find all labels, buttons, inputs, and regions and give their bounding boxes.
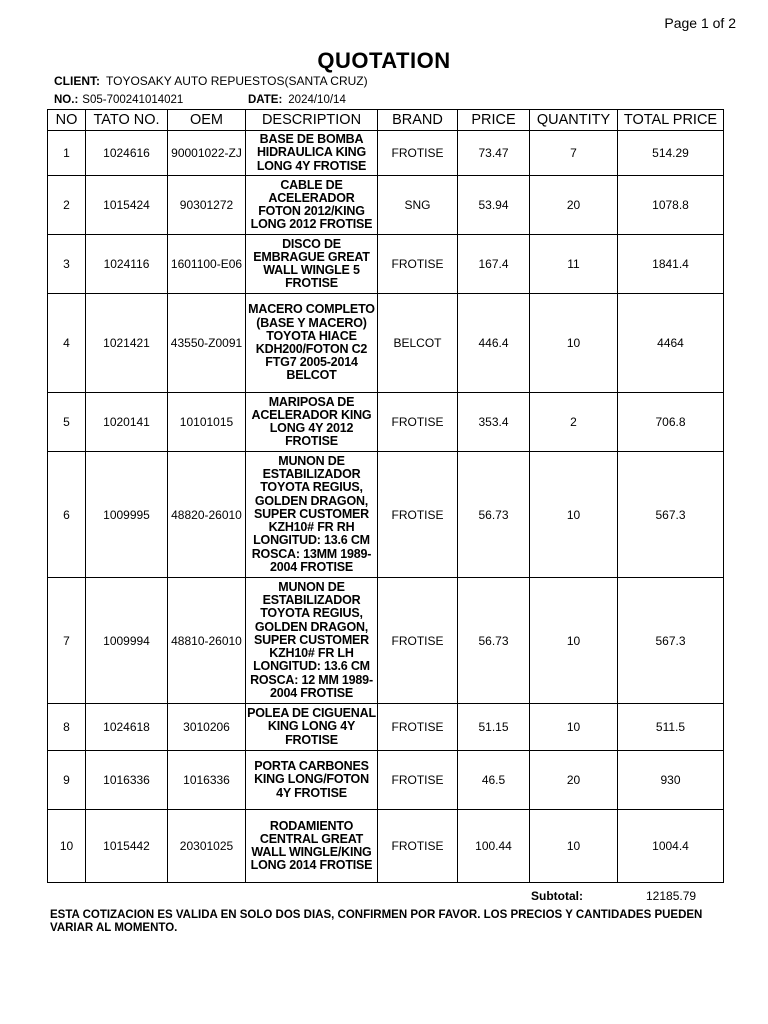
cell-brand: FROTISE	[378, 452, 458, 578]
cell-brand: SNG	[378, 176, 458, 235]
header-tato-no: TATO NO.	[86, 110, 168, 131]
cell-total-price: 1841.4	[618, 235, 724, 294]
cell-total-price: 706.8	[618, 393, 724, 452]
cell-brand: BELCOT	[378, 294, 458, 393]
header-oem: OEM	[168, 110, 246, 131]
cell-description: PORTA CARBONES KING LONG/FOTON 4Y FROTISE	[246, 751, 378, 810]
cell-quantity: 2	[530, 393, 618, 452]
cell-brand: FROTISE	[378, 751, 458, 810]
cell-oem: 48820-26010	[168, 452, 246, 578]
cell-tato-no: 1009994	[86, 578, 168, 704]
header-description: DESCRIPTION	[246, 110, 378, 131]
cell-price: 167.4	[458, 235, 530, 294]
cell-description: MARIPOSA DE ACELERADOR KING LONG 4Y 2012 FROTISE	[246, 393, 378, 452]
cell-total-price: 4464	[618, 294, 724, 393]
cell-no: 5	[48, 393, 86, 452]
validity-note: ESTA COTIZACION ES VALIDA EN SOLO DOS DIAS, CONFIRMEN POR FAVOR. LOS PRECIOS Y CANTIDADES PUEDEN VARIAR AL MOMENTO.	[50, 909, 703, 934]
table-row	[48, 393, 724, 452]
cell-description: DISCO DE EMBRAGUE GREAT WALL WINGLE 5 FROTISE	[246, 235, 378, 294]
cell-quantity: 10	[530, 704, 618, 751]
cell-tato-no: 1020141	[86, 393, 168, 452]
cell-brand: FROTISE	[378, 704, 458, 751]
cell-description: MACERO COMPLETO (BASE Y MACERO) TOYOTA HIACE KDH200/FOTON C2 FTG7 2005-2014 BELCOT	[246, 294, 378, 393]
cell-quantity: 7	[530, 131, 618, 176]
cell-no: 4	[48, 294, 86, 393]
cell-quantity: 10	[530, 452, 618, 578]
cell-total-price: 1004.4	[618, 810, 724, 883]
cell-total-price: 567.3	[618, 452, 724, 578]
subtotal-label: Subtotal:	[531, 889, 583, 903]
cell-oem: 48810-26010	[168, 578, 246, 704]
cell-total-price: 511.5	[618, 704, 724, 751]
cell-no: 1	[48, 131, 86, 176]
cell-quantity: 10	[530, 294, 618, 393]
date-value: 2024/10/14	[288, 94, 346, 106]
table-row	[48, 131, 724, 176]
cell-price: 353.4	[458, 393, 530, 452]
cell-quantity: 10	[530, 578, 618, 704]
header-no: NO	[48, 110, 86, 131]
table-row	[48, 452, 724, 578]
cell-price: 100.44	[458, 810, 530, 883]
table-row	[48, 176, 724, 235]
cell-brand: FROTISE	[378, 578, 458, 704]
header-total-price: TOTAL PRICE	[618, 110, 724, 131]
cell-price: 53.94	[458, 176, 530, 235]
cell-tato-no: 1009995	[86, 452, 168, 578]
cell-description: MUNON DE ESTABILIZADOR TOYOTA REGIUS, GOLDEN DRAGON, SUPER CUSTOMER KZH10# FR LH LONGITUD: 13.6 CM ROSCA: 12 MM 1989-2004 FROTISE	[246, 578, 378, 704]
cell-price: 51.15	[458, 704, 530, 751]
cell-tato-no: 1021421	[86, 294, 168, 393]
header-quantity: QUANTITY	[530, 110, 618, 131]
cell-tato-no: 1024116	[86, 235, 168, 294]
cell-tato-no: 1015424	[86, 176, 168, 235]
cell-total-price: 514.29	[618, 131, 724, 176]
cell-brand: FROTISE	[378, 131, 458, 176]
cell-no: 2	[48, 176, 86, 235]
cell-price: 56.73	[458, 578, 530, 704]
table-row	[48, 578, 724, 704]
cell-oem: 90001022-ZJ	[168, 131, 246, 176]
cell-brand: FROTISE	[378, 393, 458, 452]
cell-no: 3	[48, 235, 86, 294]
cell-price: 46.5	[458, 751, 530, 810]
client-value: TOYOSAKY AUTO REPUESTOS(SANTA CRUZ)	[106, 74, 368, 88]
cell-description: CABLE DE ACELERADOR FOTON 2012/KING LONG 2012 FROTISE	[246, 176, 378, 235]
cell-total-price: 1078.8	[618, 176, 724, 235]
cell-quantity: 11	[530, 235, 618, 294]
cell-quantity: 20	[530, 176, 618, 235]
page-indicator: Page 1 of 2	[664, 15, 736, 31]
cell-oem: 3010206	[168, 704, 246, 751]
cell-oem: 20301025	[168, 810, 246, 883]
cell-description: RODAMIENTO CENTRAL GREAT WALL WINGLE/KING LONG 2014 FROTISE	[246, 810, 378, 883]
cell-no: 6	[48, 452, 86, 578]
cell-oem: 90301272	[168, 176, 246, 235]
cell-total-price: 567.3	[618, 578, 724, 704]
cell-oem: 1601100-E06	[168, 235, 246, 294]
cell-quantity: 10	[530, 810, 618, 883]
table-header-row	[48, 110, 724, 131]
quote-number-line	[54, 94, 183, 106]
cell-no: 8	[48, 704, 86, 751]
cell-oem: 1016336	[168, 751, 246, 810]
quote-number-label: NO.:	[54, 94, 79, 106]
cell-tato-no: 1016336	[86, 751, 168, 810]
cell-price: 56.73	[458, 452, 530, 578]
cell-description: MUNON DE ESTABILIZADOR TOYOTA REGIUS, GOLDEN DRAGON, SUPER CUSTOMER KZH10# FR RH LONGITUD: 13.6 CM ROSCA: 13MM 1989-2004 FROTISE	[246, 452, 378, 578]
cell-description: BASE DE BOMBA HIDRAULICA KING LONG 4Y FROTISE	[246, 131, 378, 176]
table-row	[48, 751, 724, 810]
client-line	[54, 74, 368, 88]
header-price: PRICE	[458, 110, 530, 131]
quote-number-value: S05-700241014021	[82, 94, 184, 106]
table-row	[48, 810, 724, 883]
date-line	[248, 94, 346, 106]
table-row	[48, 704, 724, 751]
cell-no: 7	[48, 578, 86, 704]
cell-tato-no: 1024618	[86, 704, 168, 751]
cell-oem: 10101015	[168, 393, 246, 452]
table-row	[48, 294, 724, 393]
cell-no: 10	[48, 810, 86, 883]
date-label: DATE:	[248, 94, 283, 106]
cell-tato-no: 1024616	[86, 131, 168, 176]
subtotal-value: 12185.79	[646, 889, 697, 903]
cell-price: 446.4	[458, 294, 530, 393]
cell-brand: FROTISE	[378, 810, 458, 883]
cell-brand: FROTISE	[378, 235, 458, 294]
cell-quantity: 20	[530, 751, 618, 810]
quotation-table	[47, 109, 724, 883]
table-row	[48, 235, 724, 294]
cell-no: 9	[48, 751, 86, 810]
cell-tato-no: 1015442	[86, 810, 168, 883]
cell-oem: 43550-Z0091	[168, 294, 246, 393]
client-label: CLIENT:	[54, 74, 100, 88]
cell-total-price: 930	[618, 751, 724, 810]
document-title: QUOTATION	[317, 48, 451, 73]
cell-description: POLEA DE CIGUENAL KING LONG 4Y FROTISE	[246, 704, 378, 751]
cell-price: 73.47	[458, 131, 530, 176]
header-brand: BRAND	[378, 110, 458, 131]
